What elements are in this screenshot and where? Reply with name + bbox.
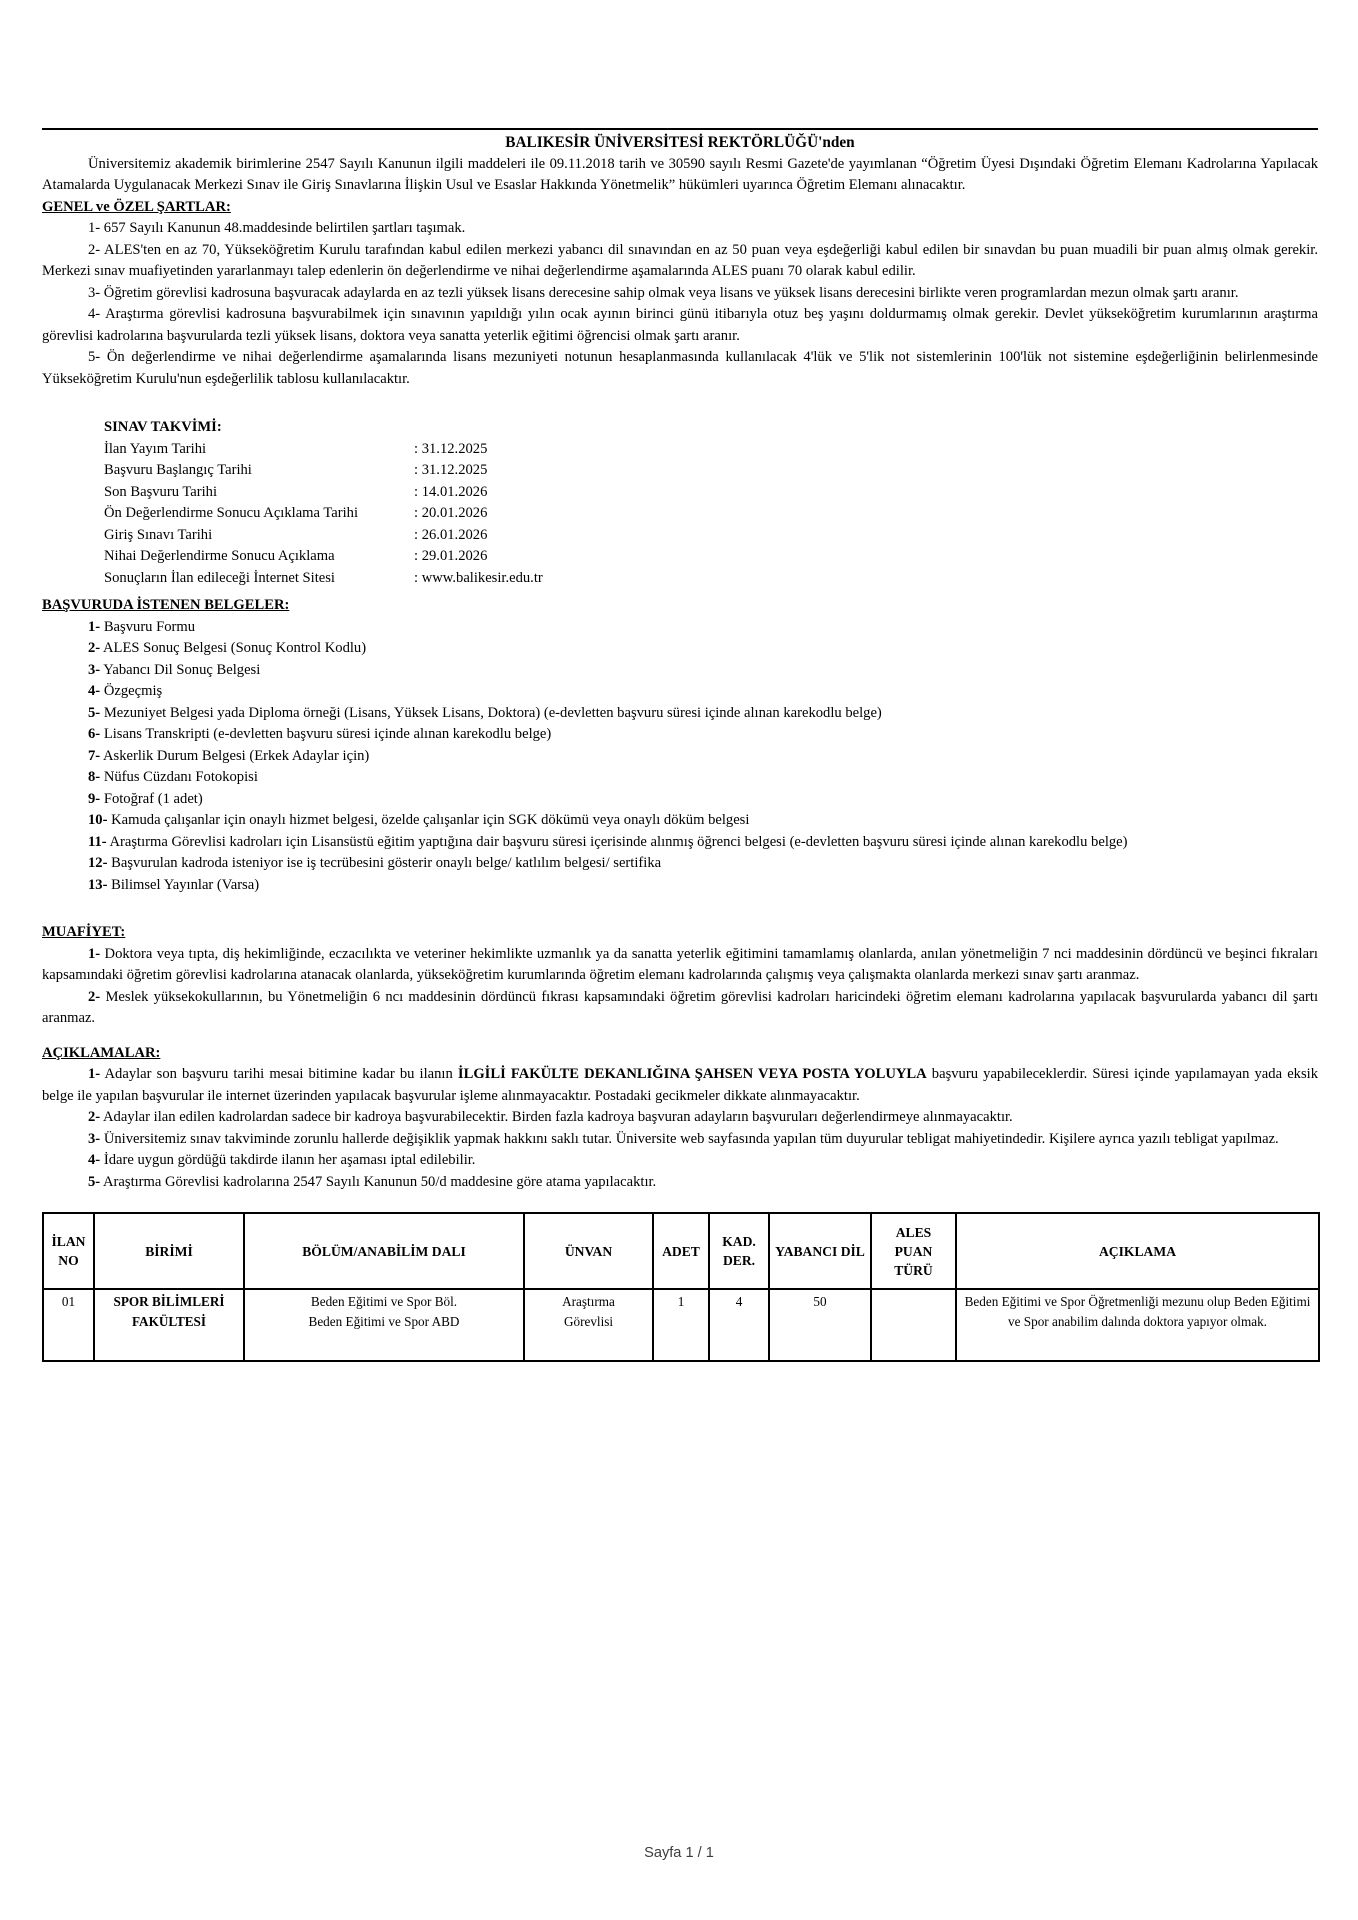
aciklamalar-item xyxy=(42,1129,1318,1151)
section-heading-belgeler: BAŞVURUDA İSTENEN BELGELER: xyxy=(42,597,290,613)
item-number: 5- xyxy=(88,704,101,721)
belgeler-item xyxy=(42,767,1318,789)
page-title: BALIKESİR ÜNİVERSİTESİ REKTÖRLÜĞÜ'nden xyxy=(505,134,855,151)
item-text-bold: İLGİLİ FAKÜLTE DEKANLIĞINA ŞAHSEN VEYA POSTA YOLUYLA xyxy=(457,1066,927,1082)
belgeler-item xyxy=(42,703,1318,725)
belgeler-item xyxy=(42,681,1318,703)
item-text: İdare uygun gördüğü takdirde ilanın her aşaması iptal edilebilir. xyxy=(103,1152,476,1168)
schedule-label: Sonuçların İlan edileceği İnternet Sitesi xyxy=(104,569,335,586)
cell-unvan xyxy=(524,1289,653,1361)
item-number: 11- xyxy=(88,833,107,850)
muafiyet-item xyxy=(42,987,1318,1030)
item-number: 10- xyxy=(88,812,108,828)
schedule-value: : 14.01.2026 xyxy=(414,484,487,500)
item-number: 3- xyxy=(88,1130,101,1147)
belgeler-item xyxy=(42,789,1318,811)
document-content xyxy=(0,128,1358,1362)
schedule-label: Giriş Sınavı Tarihi xyxy=(104,526,213,543)
item-number: 3- xyxy=(88,661,101,678)
cell-adet: 1 xyxy=(653,1289,709,1361)
header-rule xyxy=(42,128,1318,130)
belgeler-item xyxy=(42,832,1318,854)
col-header-adet: ADET xyxy=(653,1213,709,1289)
col-header-ales-puan-turu: ALES PUAN TÜRÜ xyxy=(871,1213,956,1289)
genel-item: 1- 657 Sayılı Kanunun 48.maddesinde belirtilen şartları taşımak. xyxy=(88,220,466,236)
aciklamalar-item xyxy=(42,1064,1318,1107)
schedule-website: : www.balikesir.edu.tr xyxy=(414,570,543,586)
position-table xyxy=(42,1212,1320,1362)
cell-aciklama: Beden Eğitimi ve Spor Öğretmenliği mezunu olup Beden Eğitimi ve Spor anabilim dalında doktora yapıyor olmak. xyxy=(956,1289,1319,1361)
item-text: Mezuniyet Belgesi yada Diploma örneği (Lisans, Yüksek Lisans, Doktora) (e-devletten başvuru süresi içinde alınan karekodlu belge) xyxy=(103,704,882,721)
col-header-kad-der: KAD. DER. xyxy=(709,1213,769,1289)
page-number: Sayfa 1 / 1 xyxy=(644,1845,714,1861)
belgeler-item xyxy=(42,875,1318,897)
item-text: Araştırma Görevlisi kadrolarına 2547 Sayılı Kanunun 50/d maddesine göre atama yapılacaktır. xyxy=(103,1173,657,1190)
schedule-value: : 20.01.2026 xyxy=(414,505,487,521)
item-number: 2- xyxy=(88,988,101,1005)
item-text: Lisans Transkripti (e-devletten başvuru süresi içinde alınan karekodlu belge) xyxy=(103,726,552,742)
col-header-yabanci-dil: YABANCI DİL xyxy=(769,1213,871,1289)
col-header-ilan-no: İLAN NO xyxy=(43,1213,94,1289)
muafiyet-item xyxy=(42,944,1318,987)
item-number: 4- xyxy=(88,1152,101,1168)
belgeler-item xyxy=(42,638,1318,660)
schedule-label: Başvuru Başlangıç Tarihi xyxy=(104,462,252,478)
item-text: Başvurulan kadroda isteniyor ise iş tecrübesini gösterir onaylı belge/ katlılım belgesi/ sertifika xyxy=(111,855,662,871)
schedule-row xyxy=(104,503,1318,525)
bolum-line2: Beden Eğitimi ve Spor ABD xyxy=(308,1313,460,1329)
schedule-label: Son Başvuru Tarihi xyxy=(104,483,218,500)
schedule-row xyxy=(104,439,1318,461)
schedule-row xyxy=(104,546,1318,568)
item-text: Özgeçmiş xyxy=(103,683,163,699)
item-number: 8- xyxy=(88,769,101,785)
schedule-label: Ön Değerlendirme Sonucu Açıklama Tarihi xyxy=(104,505,359,521)
genel-item: 2- ALES'ten en az 70, Yükseköğretim Kurulu tarafından kabul edilen merkezi yabancı dil sınavından en az 50 puan veya eşdeğerliği kabul edilen bir sınavdan bu puan muadili bir puan almış olmak gerekir. Merkezi sınav muafiyetinden yararlanmayı talep edenlerin ön değerlendirme ve nihai değerlendirme aşamalarında ALES puanı 70 olarak kabul edilir. xyxy=(42,241,1318,279)
cell-ilan-no: 01 xyxy=(43,1289,94,1361)
item-text: Üniversitemiz sınav takviminde zorunlu hallerde değişiklik yapmak hakkını saklı tutar. Üniversite web sayfasında yapılan tüm duyurular tebligat mahiyetindedir. Kişilere ayrıca yazılı tebligat yapılmaz. xyxy=(103,1130,1279,1147)
cell-kad-der: 4 xyxy=(709,1289,769,1361)
belgeler-item xyxy=(42,617,1318,639)
table-header-row xyxy=(43,1213,1319,1289)
schedule-value: : 26.01.2026 xyxy=(414,527,487,543)
aciklamalar-item xyxy=(42,1172,1318,1194)
schedule-row xyxy=(104,525,1318,547)
item-text: Meslek yüksekokullarının, bu Yönetmeliğin 6 ncı maddesinin dördüncü fıkrası kapsamındaki öğretim görevlisi kadroları haricindeki öğretim elemanı kadrolarına yapılacak başvurularda yabancı dil şartı aranmaz. xyxy=(42,988,1318,1026)
section-heading-sinav-takvimi: SINAV TAKVİMİ: xyxy=(104,419,222,435)
item-text: Fotoğraf (1 adet) xyxy=(103,790,203,807)
item-text: Araştırma Görevlisi kadroları için Lisansüstü eğitim yaptığına dair başvuru süresi içerisinde alınmış öğrenci belgesi (e-devletten başvuru süresi içinde alınan karekodlu belge) xyxy=(109,833,1128,850)
col-header-bolum: BÖLÜM/ANABİLİM DALI xyxy=(244,1213,524,1289)
item-text: Nüfus Cüzdanı Fotokopisi xyxy=(103,769,258,785)
col-header-unvan: ÜNVAN xyxy=(524,1213,653,1289)
unvan-line1: Araştırma xyxy=(562,1294,615,1309)
belgeler-item xyxy=(42,853,1318,875)
genel-item: 5- Ön değerlendirme ve nihai değerlendirme aşamalarında lisans mezuniyeti notunun hesaplanmasında kullanılacak 4'lük ve 5'lik not sistemlerinin 100'lük not sistemine eşdeğerliğinin belirlenmesinde Yükseköğretim Kurulu'nun eşdeğerlilik tablosu kullanılacaktır. xyxy=(42,349,1318,387)
item-number: 6- xyxy=(88,726,101,742)
cell-birimi: SPOR BİLİMLERİ FAKÜLTESİ xyxy=(94,1289,244,1361)
intro-paragraph: Üniversitemiz akademik birimlerine 2547 Sayılı Kanunun ilgili maddeleri ile 09.11.2018 tarih ve 30590 sayılı Resmi Gazete'de yayımlanan “Öğretim Üyesi Dışındaki Öğretim Elemanı Kadrolarına Yapılacak Atamalarda Uygulanacak Merkezi Sınav ile Giriş Sınavlarına İlişkin Usul ve Esaslar Hakkında Yönetmelik” hükümleri uyarınca Öğretim Elemanı alınacaktır. xyxy=(42,155,1318,193)
item-text: Yabancı Dil Sonuç Belgesi xyxy=(103,661,261,678)
table-row xyxy=(43,1289,1319,1361)
item-number: 13- xyxy=(88,876,108,893)
unvan-line2: Görevlisi xyxy=(563,1313,614,1329)
col-header-birimi: BİRİMİ xyxy=(94,1213,244,1289)
cell-bolum xyxy=(244,1289,524,1361)
genel-item: 3- Öğretim görevlisi kadrosuna başvuracak adaylarda en az tezli yüksek lisans derecesine sahip olmak veya lisans ve yüksek lisans derecesini birlikte veren programlardan mezun olmak şartı aranır. xyxy=(88,284,1239,301)
item-number: 1- xyxy=(88,1066,101,1082)
belgeler-item xyxy=(42,660,1318,682)
schedule-value: : 31.12.2025 xyxy=(414,441,487,457)
item-number: 7- xyxy=(88,747,101,764)
schedule-row xyxy=(104,568,1318,590)
item-text: Askerlik Durum Belgesi (Erkek Adaylar için) xyxy=(103,747,370,764)
item-number: 1- xyxy=(88,945,101,962)
item-text: Doktora veya tıpta, diş hekimliğinde, eczacılıkta ve veteriner hekimlikte uzmanlık ya da sanatta yeterlik eğitimini tamamlamış olanlarda, anılan yönetmeliğin 7 nci maddesinin dördüncü ve beşinci fıkraları kapsamındaki öğretim görevlisi kadrolarına atanacak olanlarda, yükseköğretim kurumlarında öğretim elemanı kadrolarında çalışmış veya çalışmakta olanlarda merkezi sınav şartı aranmaz. xyxy=(42,945,1318,983)
aciklamalar-item xyxy=(42,1107,1318,1129)
item-number: 12- xyxy=(88,855,108,871)
genel-item: 4- Araştırma görevlisi kadrosuna başvurabilmek için sınavının yapıldığı yılın ocak ayının birinci günü itibarıyla otuz beş yaşını doldurmamış olmak gerekir. Devlet yükseköğretim kurumlarının araştırma görevlisi kadrolarına başvurularda tezli yüksek lisans, doktora veya sanatta yeterlik eğitimi öğrencisi olmak şartı aranır. xyxy=(42,306,1318,344)
item-text-pre: Adaylar son başvuru tarihi mesai bitimine kadar bu ilanın xyxy=(104,1066,458,1082)
item-number: 2- xyxy=(88,1109,101,1125)
section-heading-aciklamalar: AÇIKLAMALAR: xyxy=(42,1044,161,1061)
belgeler-item xyxy=(42,724,1318,746)
schedule-row xyxy=(104,482,1318,504)
schedule-row xyxy=(104,460,1318,482)
item-number: 1- xyxy=(88,618,101,635)
item-text: Başvuru Formu xyxy=(103,618,196,635)
exam-schedule xyxy=(104,417,1318,589)
aciklamalar-item xyxy=(42,1150,1318,1172)
item-text: Bilimsel Yayınlar (Varsa) xyxy=(111,876,260,893)
schedule-value: : 31.12.2025 xyxy=(414,462,487,478)
schedule-label: İlan Yayım Tarihi xyxy=(104,440,207,457)
item-text: ALES Sonuç Belgesi (Sonuç Kontrol Kodlu) xyxy=(103,640,367,656)
cell-yabanci-dil: 50 xyxy=(769,1289,871,1361)
schedule-label: Nihai Değerlendirme Sonucu Açıklama xyxy=(104,548,335,564)
belgeler-item xyxy=(42,810,1318,832)
schedule-value: : 29.01.2026 xyxy=(414,548,487,564)
item-number: 2- xyxy=(88,640,101,656)
col-header-aciklama: AÇIKLAMA xyxy=(956,1213,1319,1289)
section-heading-genel: GENEL ve ÖZEL ŞARTLAR: xyxy=(42,198,231,215)
item-number: 4- xyxy=(88,683,101,699)
item-number: 5- xyxy=(88,1173,101,1190)
section-heading-muafiyet: MUAFİYET: xyxy=(42,924,126,940)
belgeler-item xyxy=(42,746,1318,768)
cell-ales-puan-turu xyxy=(871,1289,956,1361)
bolum-line1: Beden Eğitimi ve Spor Böl. xyxy=(310,1294,458,1309)
item-text: Kamuda çalışanlar için onaylı hizmet belgesi, özelde çalışanlar için SGK dökümü veya onaylı döküm belgesi xyxy=(111,812,750,828)
item-number: 9- xyxy=(88,790,101,807)
item-text-post: başvuru yapabileceklerdir. Süresi içinde yapılamayan yada eksik belge ile yapılan başvurular ile internet üzerinden yapılacak başvurular işleme alınmayacaktır. Postadaki gecikmeler dikkate alınmayacaktır. xyxy=(42,1066,1318,1104)
item-text: Adaylar ilan edilen kadrolardan sadece bir kadroya başvurabilecektir. Birden fazla kadroya başvuran adayların başvuruları değerlendirmeye alınmayacaktır. xyxy=(103,1109,1013,1125)
